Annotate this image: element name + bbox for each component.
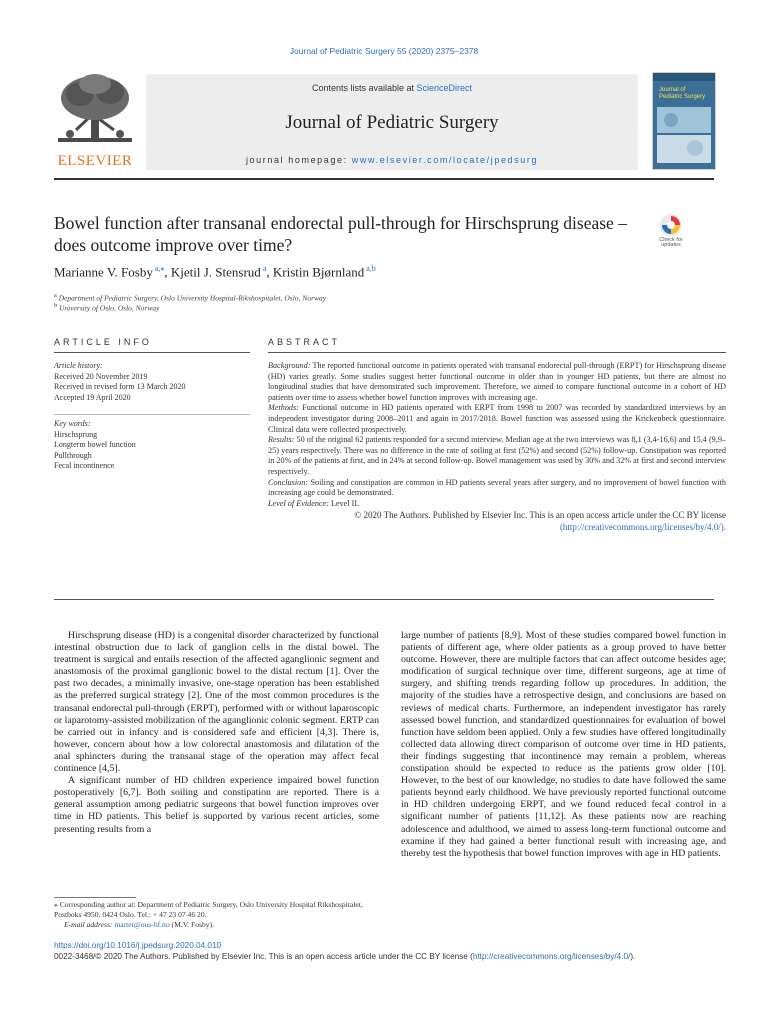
sciencedirect-link[interactable]: ScienceDirect — [416, 83, 473, 93]
issn-line: 0022-3468/© 2020 The Authors. Published by Elsevier Inc. This is an open access article under the CC BY license (http://creativecommons.org/licenses/by/4.0/). — [54, 952, 636, 961]
history-item: Accepted 19 April 2020 — [54, 392, 131, 402]
check-updates-label: Check for updates — [659, 237, 683, 248]
info-rule — [54, 352, 250, 353]
affiliation: $^b$ University of Oslo, Oslo, Norway — [54, 302, 160, 313]
license-link[interactable]: http://creativecommons.org/licenses/by/4.0/ — [472, 952, 631, 961]
body-column-left — [54, 630, 379, 836]
author-list: Marianne V. Fosby $^{a,⁎}$, Kjetil J. Stensrud $^a$, Kristin Bjørnland $^{a,b}$ — [54, 264, 376, 280]
author-name[interactable]: Kjetil J. Stensrud — [170, 264, 261, 280]
keywords: Key words: Hirschsprung Longterm bowel function Pullthrough Fecal incontinence — [54, 419, 250, 472]
cc-license-link[interactable]: (http://creativecommons.org/licenses/by/4.0/). — [559, 522, 726, 533]
masthead — [54, 72, 714, 170]
abstract-heading: ABSTRACT — [268, 337, 341, 347]
email-link[interactable]: martei@ous-hf.no — [114, 920, 170, 929]
masthead-rule — [54, 178, 714, 180]
keyword: Fecal incontinence — [54, 461, 115, 470]
copyright-notice: © 2020 The Authors. Published by Elsevier Inc. This is an open access article under the CC BY license (http://creativecommons.org/licenses/by/4.0/). — [354, 510, 726, 533]
elsevier-tree-icon — [54, 72, 136, 150]
abstract-results: Results: 50 of the original 62 patients responded for a second interview. Median age at the two interviews was 8,1 (3,4-16,6) and 15,4 (9,9–25) years respectively. There was no difference in the rate of soiling at first (52%) and second (52%) follow-up. Constipation was reported in 20% of the patients at first, and in 24% at second follow-up. Bowel management was used by 30% and 32% at first and second interview respectively. — [268, 435, 727, 476]
article-history: Article history: Received 20 November 2019 Received in revised form 13 March 2020 Accepted 19 April 2020 — [54, 361, 250, 403]
body-paragraph: large number of patients [8,9]. Most of these studies compared bowel function in patients of different age, where older patients as a group proved to have better outcome. However, there are multiple factors that can affect outcome besides age; modification of surgical technique over time, different surgeons, age at time of surgery, and shifting trends regarding follow up procedures. In addition, the majority of the studies have a retrospective design, and conclusions are based on reviews of medical charts. Furthermore, an independent investigator has rarely assessed bowel function, and standardized questionnaires for evaluation of bowel function have seldom been applied. Only a few studies have offered longitudinally collected data allowing direct comparison of outcome over time in HD patients, their findings suggesting that incontinence may remain a problem, whereas constipation should be expected to reduce as the patients grow older [10]. However, to the best of our knowledge, no studies to date have followed the same patients beyond early childhood. We have previously reported functional outcome in HD children undergoing ERPT, and we found reduced fecal control in a significant number of patients [11,12]. As these patients now are reaching adolescence and adulthood, we aimed to assess long-term functional outcome and examine if they had gained a better functional result with increasing age, and thereby test the hypothesis that bowel function improves with age in HD patients. — [401, 630, 726, 859]
history-item: Received in revised form 13 March 2020 — [54, 382, 186, 391]
abstract-conclusion: Conclusion: Soiling and constipation are common in HD patients several years after surgery, and no improvement of bowel function with increasing age could be demonstrated. — [268, 477, 726, 498]
abstract-bottom-rule — [54, 599, 714, 600]
elsevier-logo[interactable] — [54, 72, 136, 170]
journal-banner — [146, 74, 638, 170]
history-item: Received 20 November 2019 — [54, 371, 148, 381]
info-divider — [54, 414, 250, 415]
article-title: Bowel function after transanal endorectal pull-through for Hirschsprung disease – does outcome improve over time? — [54, 213, 627, 255]
journal-cover-image[interactable] — [652, 72, 716, 170]
abstract-body — [268, 361, 726, 533]
footnote-rule — [54, 897, 136, 898]
author-affil-mark[interactable]: a,b — [364, 264, 376, 273]
journal-title: Journal of Pediatric Surgery — [285, 112, 499, 133]
body-paragraph: Hirschsprung disease (HD) is a congenital disorder characterized by functional intestinal obstruction due to lack of ganglion cells in the distal bowel. The treatment is surgical and entails resection of the affected aganglionic segment and anastomosis of the proximal ganglionic bowel to the distal rectum [1]. Over the past two decades, a minimally invasive, one-stage operation has been established as the preferred surgical strategy [2]. One of the most common procedures is the transanal endorectal pull-through (ERPT), performed with or without laparoscopic or laparotomy-assisted mobilization of the aganglionic colonic segment. ERTP can be carried out in infancy and is considered safe and efficient [4,3]. There is, however, concern about how a low colorectal anastomosis and dilatation of the anal sphincters during the transanal stage of the operation may affect fecal continence [4,5]. — [54, 630, 379, 775]
affiliation: $^a$ Department of Pediatric Surgery, Oslo University Hospital-Rikshospitalet, Oslo, Norway — [54, 292, 327, 303]
cover-art-icon — [653, 73, 715, 169]
check-for-updates-button[interactable] — [650, 213, 692, 253]
abstract-level: Level of Evidence: Level II. — [268, 498, 360, 508]
corresponding-author-footnote: ⁎ Corresponding author at: Department of Pediatric Surgery, Oslo University Hospital Rikshospitalet, Postboks 4950, 0424 Oslo. Tel.: + 47 23 07 46 20. E-mail address: martei@ous-hf.no (M.V. Fosby). — [54, 900, 363, 929]
abstract-methods: Methods: Functional outcome in HD patients operated with ERPT from 1998 to 2007 was recorded by standardized interviews by an independent investigator during 2008–2011 and again in 2017/2018. Bowel function was assessed using the Krickenbeck questionnaire. Clinical data were collected prospectively. — [268, 403, 727, 434]
doi-link[interactable]: https://doi.org/10.1016/j.jpedsurg.2020.04.010 — [54, 941, 222, 950]
homepage-line: journal homepage: www.elsevier.com/locate/jpedsurg — [245, 155, 539, 165]
author-affil-mark[interactable]: a,⁎ — [152, 264, 165, 273]
journal-reference[interactable]: Journal of Pediatric Surgery 55 (2020) 2375–2378 — [289, 46, 479, 56]
article-info-heading: ARTICLE INFO — [54, 337, 152, 347]
author-affil-mark[interactable]: a — [260, 264, 267, 273]
check-updates-icon — [650, 213, 692, 237]
author-name[interactable]: Marianne V. Fosby — [54, 264, 153, 280]
keyword: Pullthrough — [54, 450, 92, 460]
keyword: Longterm bowel function — [54, 440, 136, 449]
abstract-rule — [268, 352, 726, 353]
publisher-name: ELSEVIER — [57, 153, 133, 169]
cover-title: Journal of Pediatric Surgery — [659, 87, 706, 100]
abstract-background: Background: The reported functional outcome in patients operated with transanal endorectal pull-through (ERPT) for Hirschsprung disease (HD) varies greatly. Some studies suggest better functional outcome in older than in younger HD patients, but there are almost no longitudinal studies that have demonstrated such improvement. Therefore, we aimed to compare functional outcome in a cohort of HD patients over time to assess whether bowel function improves with increasing age. — [268, 361, 726, 402]
contents-line: Contents lists available at ScienceDirect — [311, 83, 473, 93]
author-name[interactable]: Kristin Bjørnland — [272, 264, 365, 280]
body-paragraph: A significant number of HD children experience impaired bowel function postoperatively [6,7]. Both soiling and constipation are reported. There is a general assumption among pediatric surgeons that bowel function improves over time in HD patients. This belief is supported by various recent articles, some presenting results from a — [54, 775, 379, 835]
keyword: Hirschsprung — [54, 429, 98, 439]
body-column-right — [401, 630, 726, 860]
homepage-link[interactable]: www.elsevier.com/locate/jpedsurg — [351, 155, 539, 165]
